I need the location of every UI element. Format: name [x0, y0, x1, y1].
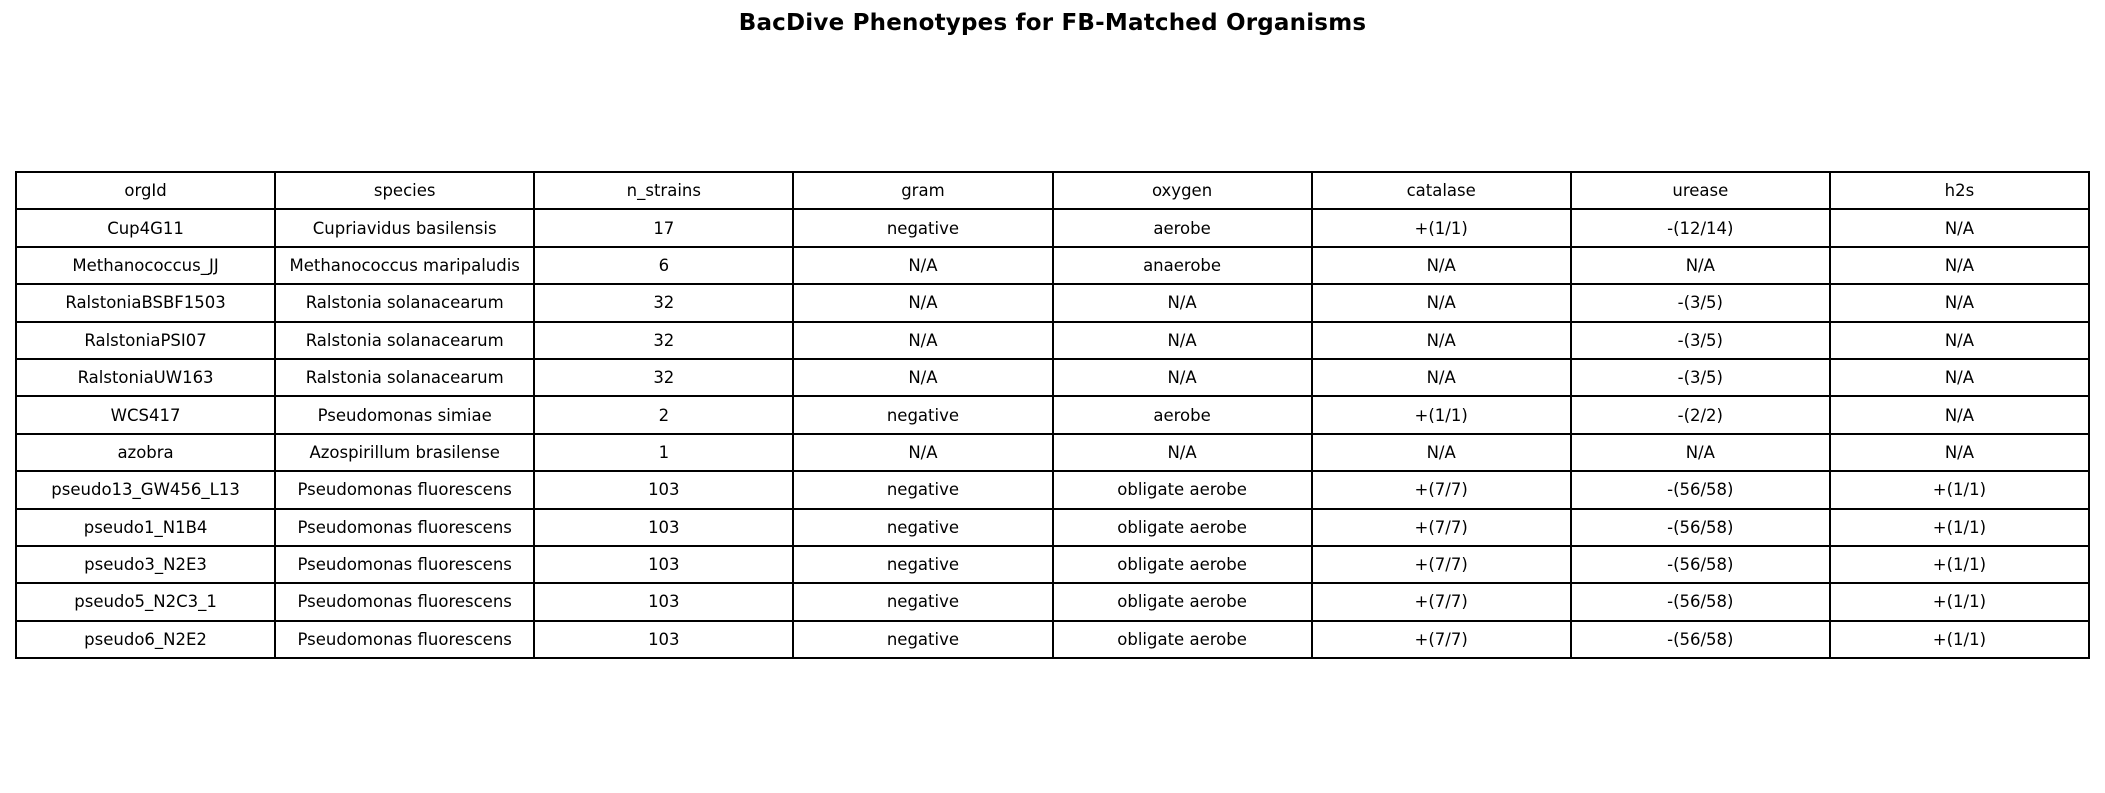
cell-oxygen: obligate aerobe	[1053, 471, 1312, 508]
cell-urease: -(56/58)	[1571, 471, 1830, 508]
cell-catalase: +(7/7)	[1312, 471, 1571, 508]
cell-n-strains: 1	[534, 434, 793, 471]
cell-oxygen: N/A	[1053, 322, 1312, 359]
cell-species: Pseudomonas fluorescens	[275, 546, 534, 583]
table-row	[16, 284, 2089, 321]
cell-species: Azospirillum brasilense	[275, 434, 534, 471]
column-header-n-strains: n_strains	[534, 172, 793, 209]
cell-h2s: N/A	[1830, 247, 2089, 284]
cell-gram: N/A	[793, 284, 1052, 321]
cell-catalase: N/A	[1312, 247, 1571, 284]
cell-oxygen: N/A	[1053, 359, 1312, 396]
cell-h2s: +(1/1)	[1830, 546, 2089, 583]
cell-orgid: azobra	[16, 434, 275, 471]
table-row	[16, 359, 2089, 396]
cell-urease: -(2/2)	[1571, 396, 1830, 433]
cell-species: Ralstonia solanacearum	[275, 322, 534, 359]
cell-oxygen: obligate aerobe	[1053, 583, 1312, 620]
table-header-row	[16, 172, 2089, 209]
cell-h2s: N/A	[1830, 284, 2089, 321]
cell-n-strains: 32	[534, 284, 793, 321]
cell-n-strains: 17	[534, 209, 793, 246]
cell-gram: negative	[793, 583, 1052, 620]
table-row	[16, 322, 2089, 359]
phenotype-table	[15, 171, 2090, 659]
cell-oxygen: obligate aerobe	[1053, 509, 1312, 546]
cell-orgid: Methanococcus_JJ	[16, 247, 275, 284]
cell-urease: -(56/58)	[1571, 621, 1830, 658]
table-row	[16, 209, 2089, 246]
cell-n-strains: 103	[534, 471, 793, 508]
cell-oxygen: aerobe	[1053, 396, 1312, 433]
cell-gram: N/A	[793, 434, 1052, 471]
cell-catalase: +(1/1)	[1312, 209, 1571, 246]
cell-gram: negative	[793, 396, 1052, 433]
table-row	[16, 247, 2089, 284]
cell-catalase: +(1/1)	[1312, 396, 1571, 433]
table-row	[16, 546, 2089, 583]
cell-species: Pseudomonas fluorescens	[275, 621, 534, 658]
cell-h2s: +(1/1)	[1830, 509, 2089, 546]
cell-h2s: N/A	[1830, 434, 2089, 471]
cell-species: Pseudomonas fluorescens	[275, 509, 534, 546]
cell-orgid: pseudo13_GW456_L13	[16, 471, 275, 508]
column-header-oxygen: oxygen	[1053, 172, 1312, 209]
cell-h2s: +(1/1)	[1830, 621, 2089, 658]
cell-urease: -(56/58)	[1571, 583, 1830, 620]
cell-urease: -(56/58)	[1571, 509, 1830, 546]
column-header-catalase: catalase	[1312, 172, 1571, 209]
cell-n-strains: 103	[534, 546, 793, 583]
cell-species: Pseudomonas simiae	[275, 396, 534, 433]
cell-urease: -(3/5)	[1571, 359, 1830, 396]
cell-species: Ralstonia solanacearum	[275, 359, 534, 396]
cell-gram: N/A	[793, 359, 1052, 396]
cell-urease: N/A	[1571, 247, 1830, 284]
column-header-h2s: h2s	[1830, 172, 2089, 209]
table-body	[16, 209, 2089, 658]
cell-h2s: N/A	[1830, 396, 2089, 433]
cell-species: Pseudomonas fluorescens	[275, 583, 534, 620]
table-row	[16, 509, 2089, 546]
cell-gram: N/A	[793, 247, 1052, 284]
cell-h2s: N/A	[1830, 359, 2089, 396]
cell-urease: -(56/58)	[1571, 546, 1830, 583]
cell-species: Cupriavidus basilensis	[275, 209, 534, 246]
cell-species: Methanococcus maripaludis	[275, 247, 534, 284]
column-header-urease: urease	[1571, 172, 1830, 209]
cell-catalase: N/A	[1312, 434, 1571, 471]
cell-n-strains: 103	[534, 621, 793, 658]
cell-urease: N/A	[1571, 434, 1830, 471]
cell-orgid: RalstoniaUW163	[16, 359, 275, 396]
cell-orgid: pseudo3_N2E3	[16, 546, 275, 583]
cell-oxygen: obligate aerobe	[1053, 621, 1312, 658]
cell-gram: negative	[793, 209, 1052, 246]
cell-n-strains: 6	[534, 247, 793, 284]
cell-h2s: N/A	[1830, 209, 2089, 246]
column-header-gram: gram	[793, 172, 1052, 209]
cell-urease: -(3/5)	[1571, 284, 1830, 321]
cell-catalase: +(7/7)	[1312, 583, 1571, 620]
cell-orgid: pseudo1_N1B4	[16, 509, 275, 546]
cell-n-strains: 103	[534, 509, 793, 546]
cell-species: Pseudomonas fluorescens	[275, 471, 534, 508]
chart-title: BacDive Phenotypes for FB-Matched Organisms	[738, 10, 1367, 36]
cell-n-strains: 2	[534, 396, 793, 433]
cell-oxygen: N/A	[1053, 284, 1312, 321]
cell-n-strains: 32	[534, 322, 793, 359]
cell-urease: -(3/5)	[1571, 322, 1830, 359]
cell-h2s: +(1/1)	[1830, 471, 2089, 508]
cell-h2s: N/A	[1830, 322, 2089, 359]
table-row	[16, 471, 2089, 508]
cell-orgid: Cup4G11	[16, 209, 275, 246]
table-row	[16, 396, 2089, 433]
table-row	[16, 583, 2089, 620]
cell-n-strains: 103	[534, 583, 793, 620]
cell-gram: N/A	[793, 322, 1052, 359]
cell-orgid: pseudo6_N2E2	[16, 621, 275, 658]
cell-gram: negative	[793, 546, 1052, 583]
cell-catalase: +(7/7)	[1312, 546, 1571, 583]
cell-n-strains: 32	[534, 359, 793, 396]
cell-oxygen: obligate aerobe	[1053, 546, 1312, 583]
cell-orgid: RalstoniaPSI07	[16, 322, 275, 359]
cell-catalase: N/A	[1312, 284, 1571, 321]
cell-oxygen: N/A	[1053, 434, 1312, 471]
cell-catalase: +(7/7)	[1312, 509, 1571, 546]
cell-orgid: pseudo5_N2C3_1	[16, 583, 275, 620]
column-header-species: species	[275, 172, 534, 209]
cell-oxygen: aerobe	[1053, 209, 1312, 246]
table-row	[16, 434, 2089, 471]
cell-orgid: RalstoniaBSBF1503	[16, 284, 275, 321]
cell-species: Ralstonia solanacearum	[275, 284, 534, 321]
table-row	[16, 621, 2089, 658]
cell-oxygen: anaerobe	[1053, 247, 1312, 284]
cell-orgid: WCS417	[16, 396, 275, 433]
cell-catalase: N/A	[1312, 322, 1571, 359]
cell-gram: negative	[793, 509, 1052, 546]
cell-gram: negative	[793, 621, 1052, 658]
cell-urease: -(12/14)	[1571, 209, 1830, 246]
cell-catalase: N/A	[1312, 359, 1571, 396]
column-header-orgid: orgId	[16, 172, 275, 209]
cell-gram: negative	[793, 471, 1052, 508]
cell-h2s: +(1/1)	[1830, 583, 2089, 620]
cell-catalase: +(7/7)	[1312, 621, 1571, 658]
